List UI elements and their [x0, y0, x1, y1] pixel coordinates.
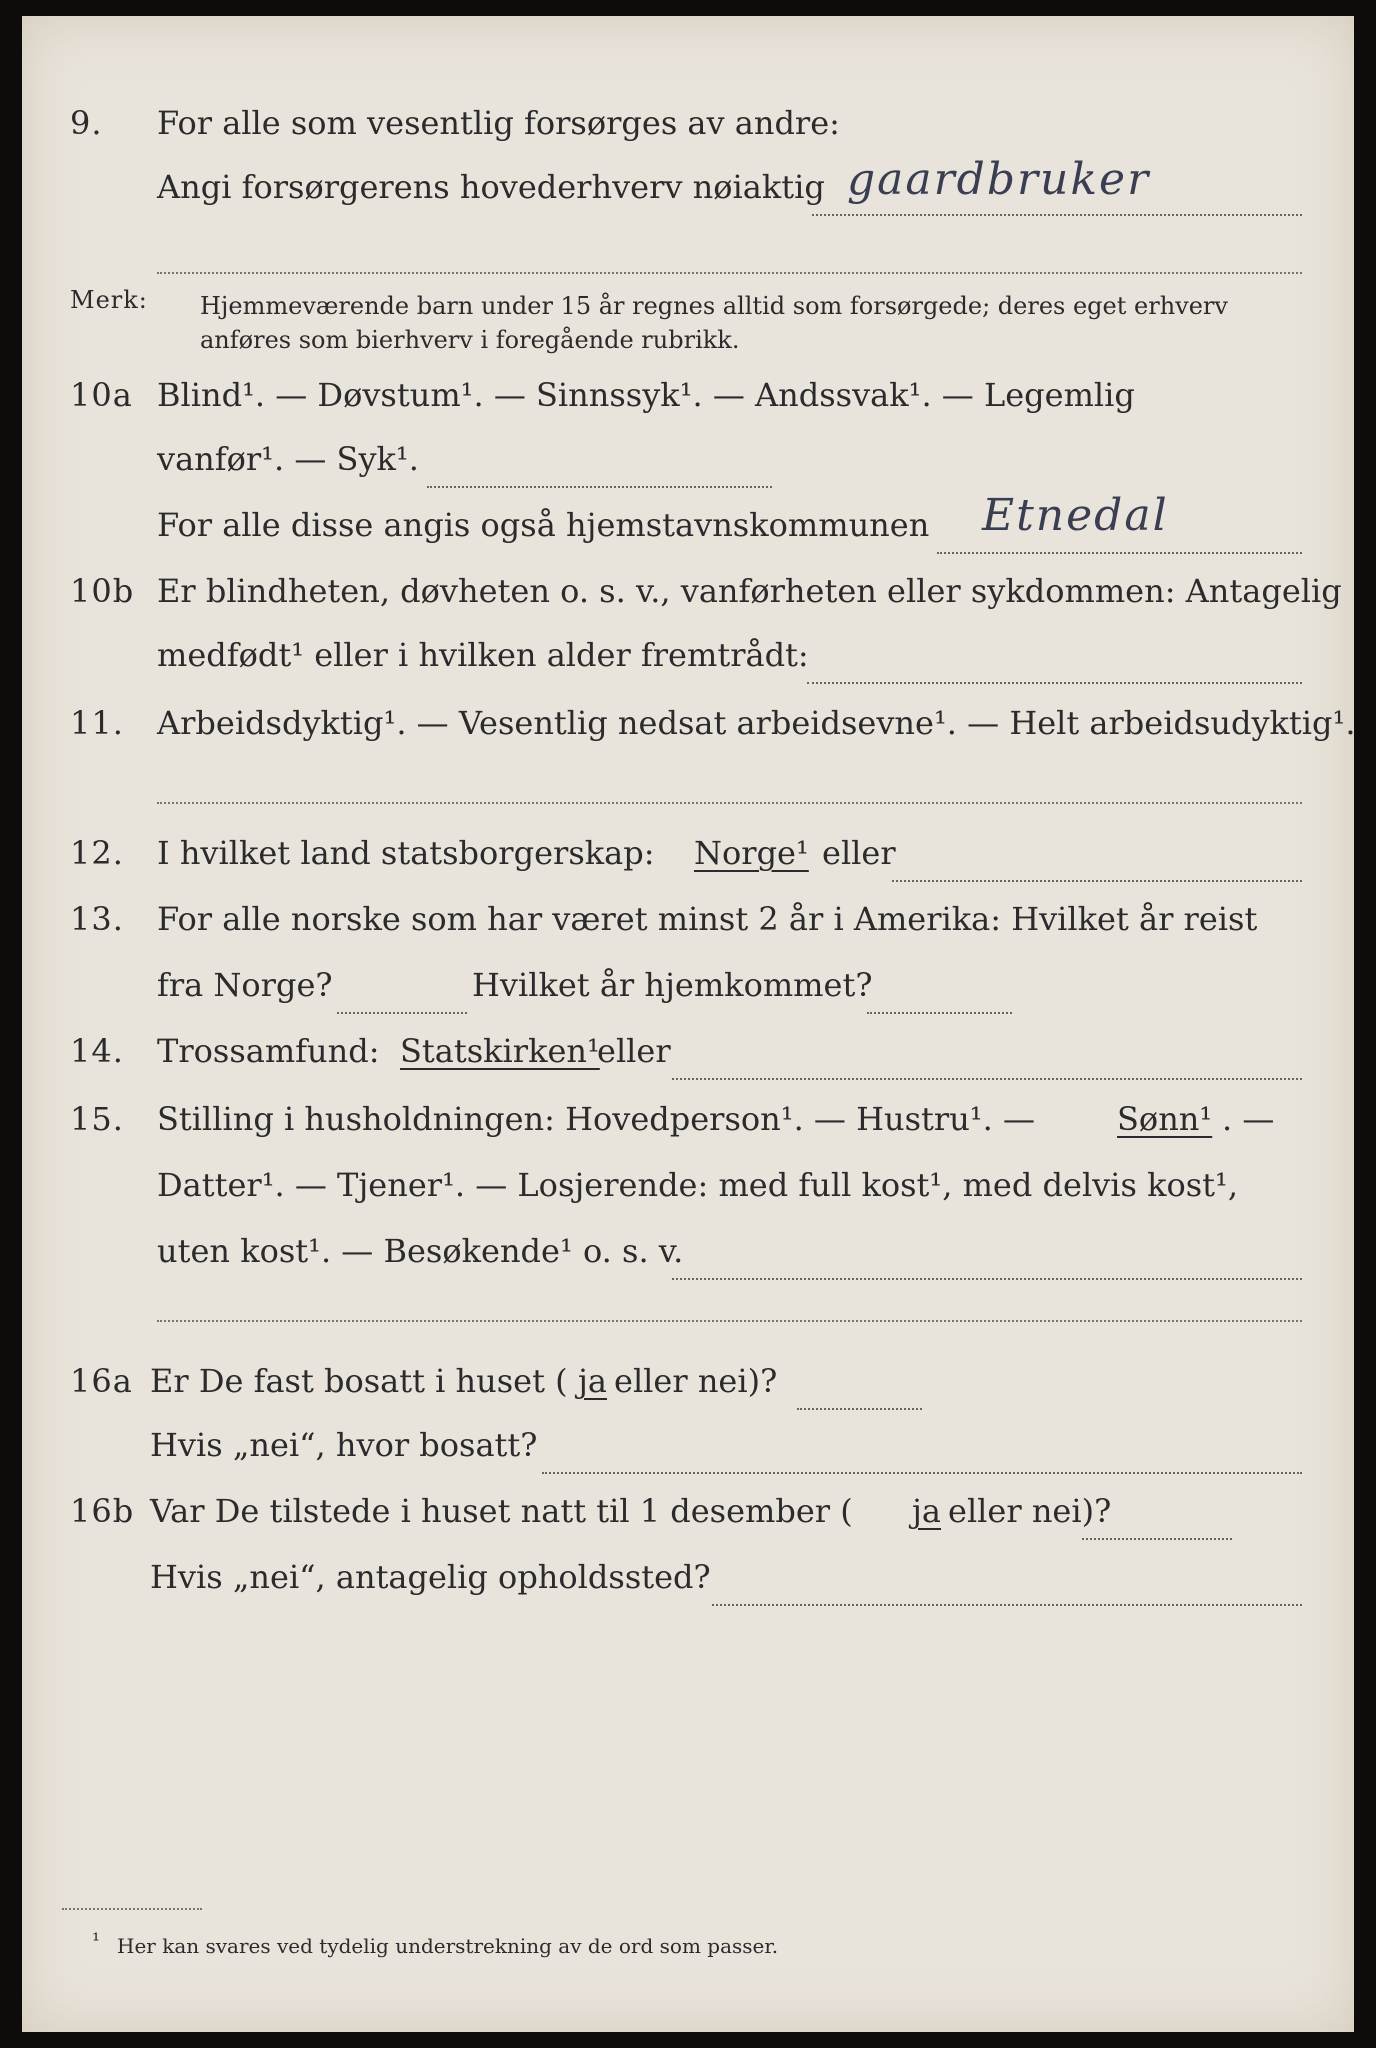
q16b-where-line — [712, 1604, 1302, 1606]
q16b-option-ja[interactable]: ja — [912, 1492, 941, 1530]
q11-answer-line — [157, 802, 1302, 804]
q11-row1 — [22, 704, 1354, 764]
q12-row — [22, 834, 1354, 894]
q12-answer-line — [892, 880, 1302, 882]
q16b-row2 — [22, 1558, 1354, 1618]
q9-label: Angi forsørgerens hovederhverv nøiaktig — [157, 168, 825, 206]
q15-question: Stilling i husholdningen: Hovedperson¹. — Hustru¹. — — [157, 1100, 1035, 1138]
q13-hjem-label: Hvilket år hjemkommet? — [472, 966, 873, 1004]
q16b-question-a: Var De tilstede i huset natt til 1 desember ( — [150, 1492, 853, 1530]
q10a-row3 — [22, 490, 1354, 566]
q10b-answer-line — [807, 682, 1302, 684]
q16a-where-label: Hvis „nei“, hvor bosatt? — [150, 1426, 538, 1464]
q16b-number: 16b — [70, 1492, 135, 1530]
q9-question: For alle som vesentlig forsørges av andre: — [157, 104, 840, 142]
q15-number: 15. — [70, 1100, 124, 1138]
q14-answer-line — [672, 1078, 1302, 1080]
q16a-question-c: eller nei)? — [614, 1362, 778, 1400]
q16a-answer-line — [797, 1408, 922, 1410]
q10a-number: 10a — [70, 376, 133, 414]
q12-question: I hvilket land statsborgerskap: — [157, 834, 655, 872]
merk-text-2: anføres som bierhverv i foregående rubrikk. — [200, 326, 740, 354]
q10a-options-2: vanfør¹. — Syk¹. — [157, 440, 419, 478]
q16b-question-c: eller nei)? — [948, 1492, 1112, 1530]
q9-number: 9. — [70, 104, 103, 142]
q13-reist-line — [337, 1012, 467, 1014]
form-page — [22, 16, 1354, 2032]
q15-row3 — [22, 1232, 1354, 1292]
q15-row1 — [22, 1100, 1354, 1160]
q13-number: 13. — [70, 900, 124, 938]
q9-row1 — [22, 104, 1354, 164]
q16a-question-a: Er De fast bosatt i huset ( — [150, 1362, 568, 1400]
q10a-home-label: For alle disse angis også hjemstavnskommunen — [157, 506, 930, 544]
q15-row2 — [22, 1166, 1354, 1226]
merk-row2 — [22, 320, 1354, 380]
q10b-row2 — [22, 636, 1354, 696]
q9-answer[interactable]: gaardbruker — [847, 154, 1151, 205]
q15-dash: . — — [1222, 1100, 1275, 1138]
q13-row2 — [22, 966, 1354, 1026]
q10a-home-line — [937, 552, 1302, 554]
q12-number: 12. — [70, 834, 124, 872]
q16b-row1 — [22, 1492, 1354, 1552]
q14-row — [22, 1032, 1354, 1092]
q10b-number: 10b — [70, 572, 135, 610]
q10b-row1 — [22, 572, 1354, 632]
q15-answer-line — [672, 1278, 1302, 1280]
q13-reist-label: fra Norge? — [157, 966, 333, 1004]
section-divider — [157, 272, 1302, 274]
q13-row1 — [22, 900, 1354, 960]
q13-question: For alle norske som har været minst 2 år i Amerika: Hvilket år reist — [157, 900, 1258, 938]
q10a-options: Blind¹. — Døvstum¹. — Sinnssyk¹. — Andssvak¹. — Legemlig — [157, 376, 1135, 414]
q9-row2 — [22, 154, 1354, 228]
q16a-where-line — [542, 1472, 1302, 1474]
q14-option-statskirken[interactable]: Statskirken¹ — [400, 1032, 600, 1070]
merk-label: Merk: — [70, 286, 148, 314]
q14-eller: eller — [597, 1032, 671, 1070]
q14-number: 14. — [70, 1032, 124, 1070]
q10b-label: medfødt¹ eller i hvilken alder fremtrådt: — [157, 636, 809, 674]
footnote-mark: ¹ — [92, 1928, 101, 1952]
q15-options-3: uten kost¹. — Besøkende¹ o. s. v. — [157, 1232, 684, 1270]
q16a-row2 — [22, 1426, 1354, 1486]
q16a-number: 16a — [70, 1362, 133, 1400]
q11-number: 11. — [70, 704, 124, 742]
footnote-divider — [62, 1908, 202, 1910]
q16b-answer-line — [1082, 1538, 1232, 1540]
q12-option-norge[interactable]: Norge¹ — [694, 834, 809, 872]
q10a-row1 — [22, 376, 1354, 436]
q11-options: Arbeidsdyktig¹. — Vesentlig nedsat arbeidsevne¹. — Helt arbeidsudyktig¹. — [157, 704, 1356, 742]
q16a-option-ja[interactable]: ja — [578, 1362, 607, 1400]
q15-options-2: Datter¹. — Tjener¹. — Losjerende: med full kost¹, med delvis kost¹, — [157, 1166, 1239, 1204]
q10b-question: Er blindheten, døvheten o. s. v., vanførheten eller sykdommen: Antagelig — [157, 572, 1342, 610]
q13-hjem-line — [867, 1012, 1012, 1014]
q16b-where-label: Hvis „nei“, antagelig opholdssted? — [150, 1558, 711, 1596]
q9-answer-line — [812, 214, 1302, 216]
q16a-row1 — [22, 1362, 1354, 1422]
footnote-text: Her kan svares ved tydelig understrekning av de ord som passer. — [117, 1934, 779, 1958]
merk-text-1: Hjemmeværende barn under 15 år regnes alltid som forsørgede; deres eget erhverv — [200, 292, 1228, 320]
q14-question: Trossamfund: — [157, 1032, 380, 1070]
q15-extra-line — [157, 1320, 1302, 1322]
q10a-answer-line — [427, 486, 772, 488]
q15-option-sonn[interactable]: Sønn¹ — [1117, 1100, 1213, 1138]
q10a-home-answer[interactable]: Etnedal — [982, 490, 1169, 541]
q12-eller: eller — [822, 834, 896, 872]
